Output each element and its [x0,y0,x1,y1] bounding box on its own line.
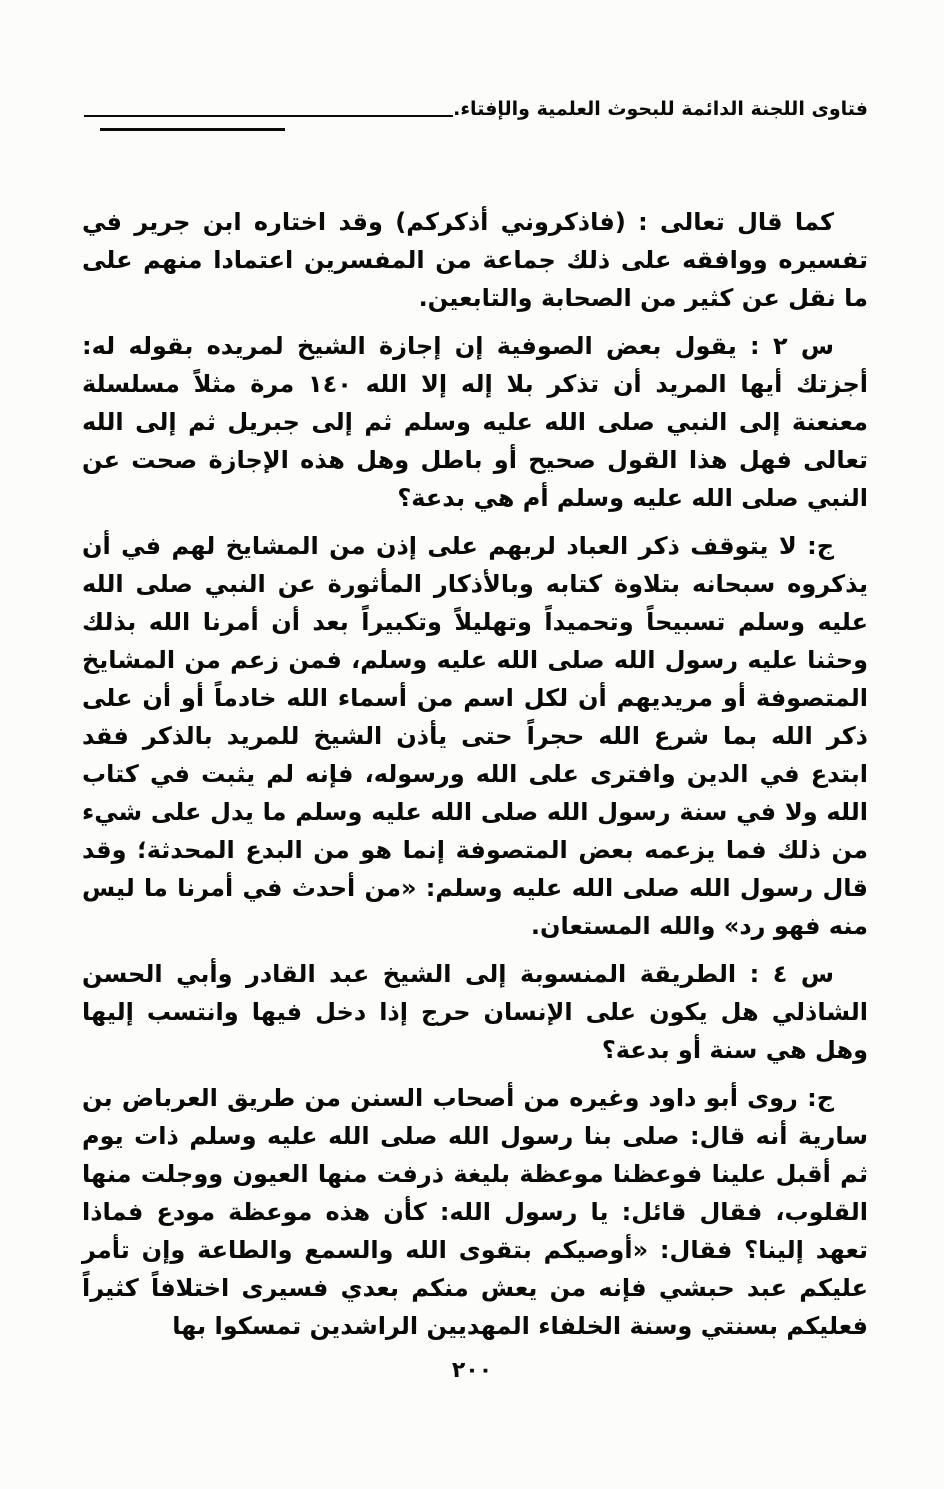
header-rule [84,115,453,117]
header-title: فتاوى اللجنة الدائمة للبحوث العلمية والإفتاء. [453,98,868,120]
paragraph-question-4: س ٤ : الطريقة المنسوبة إلى الشيخ عبد القادر وأبي الحسن الشاذلي هل يكون على الإنسان حرج إذا دخل فيها وانتسب إليها وهل هي سنة أو بدعة؟ [82,960,868,1064]
header-underline [100,128,285,131]
paragraph-tafsir-conclusion: كما قال تعالى : (فاذكروني أذكركم) وقد اختاره ابن جرير في تفسيره ووافقه على ذلك جماعة من المفسرين اعتمادا منهم على ما نقل عن كثير من الصحابة والتابعين. [82,208,868,312]
paragraph-answer-4: ج: روى أبو داود وغيره من أصحاب السنن من طريق العرباض بن سارية أنه قال: صلى بنا رسول الله صلى الله عليه وسلم ذات يوم ثم أقبل علينا فوعظنا موعظة بليغة ذرفت منها العيون ووجلت منها القلوب، فقال قائل: يا رسول الله: كأن هذه موعظة مودع فماذا تعهد إلينا؟ فقال: «أوصيكم بتقوى الله والسمع والطاعة وإن تأمر عليكم عبد حبشي فإنه من يعش منكم بعدي فسيرى اختلافاً كثيراً فعليكم بسنتي وسنة الخلفاء المهديين الراشدين تمسكوا بها [82,1084,868,1340]
page-number: ٢٠٠ [451,1358,493,1383]
page-header [82,98,868,121]
page-footer [0,1358,944,1383]
paragraph-question-2: س ٢ : يقول بعض الصوفية إن إجازة الشيخ لمريده بقوله له: أجزتك أيها المريد أن تذكر بلا إله إلا الله ١٤٠ مرة مثلاً مسلسلة معنعنة إلى النبي صلى الله عليه وسلم ثم إلى جبريل ثم إلى الله تعالى فهل هذا القول صحيح أو باطل وهل هذه الإجازة صحت عن النبي صلى الله عليه وسلم أم هي بدعة؟ [82,332,868,512]
body-text [82,203,868,1345]
paragraph-answer-2: ج: لا يتوقف ذكر العباد لربهم على إذن من المشايخ لهم في أن يذكروه سبحانه بتلاوة كتابه وبالأذكار المأثورة عن النبي صلى الله عليه وسلم تسبيحاً وتحميداً وتهليلاً وتكبيراً بعد أن أمرنا الله بذلك وحثنا عليه رسول الله صلى الله عليه وسلم، فمن زعم من المشايخ المتصوفة أو مريديهم أن لكل اسم من أسماء الله خادماً أو أن على ذكر الله بما شرع الله حجراً حتى يأذن الشيخ للمريد بالذكر فقد ابتدع في الدين وافترى على الله ورسوله، فإنه لم يثبت في كتاب الله ولا في سنة رسول الله صلى الله عليه وسلم ما يدل على شيء من ذلك فما يزعمه بعض المتصوفة إنما هو من البدع المحدثة؛ وقد قال رسول الله صلى الله عليه وسلم: «من أحدث في أمرنا ما ليس منه فهو رد» والله المستعان. [82,532,868,940]
